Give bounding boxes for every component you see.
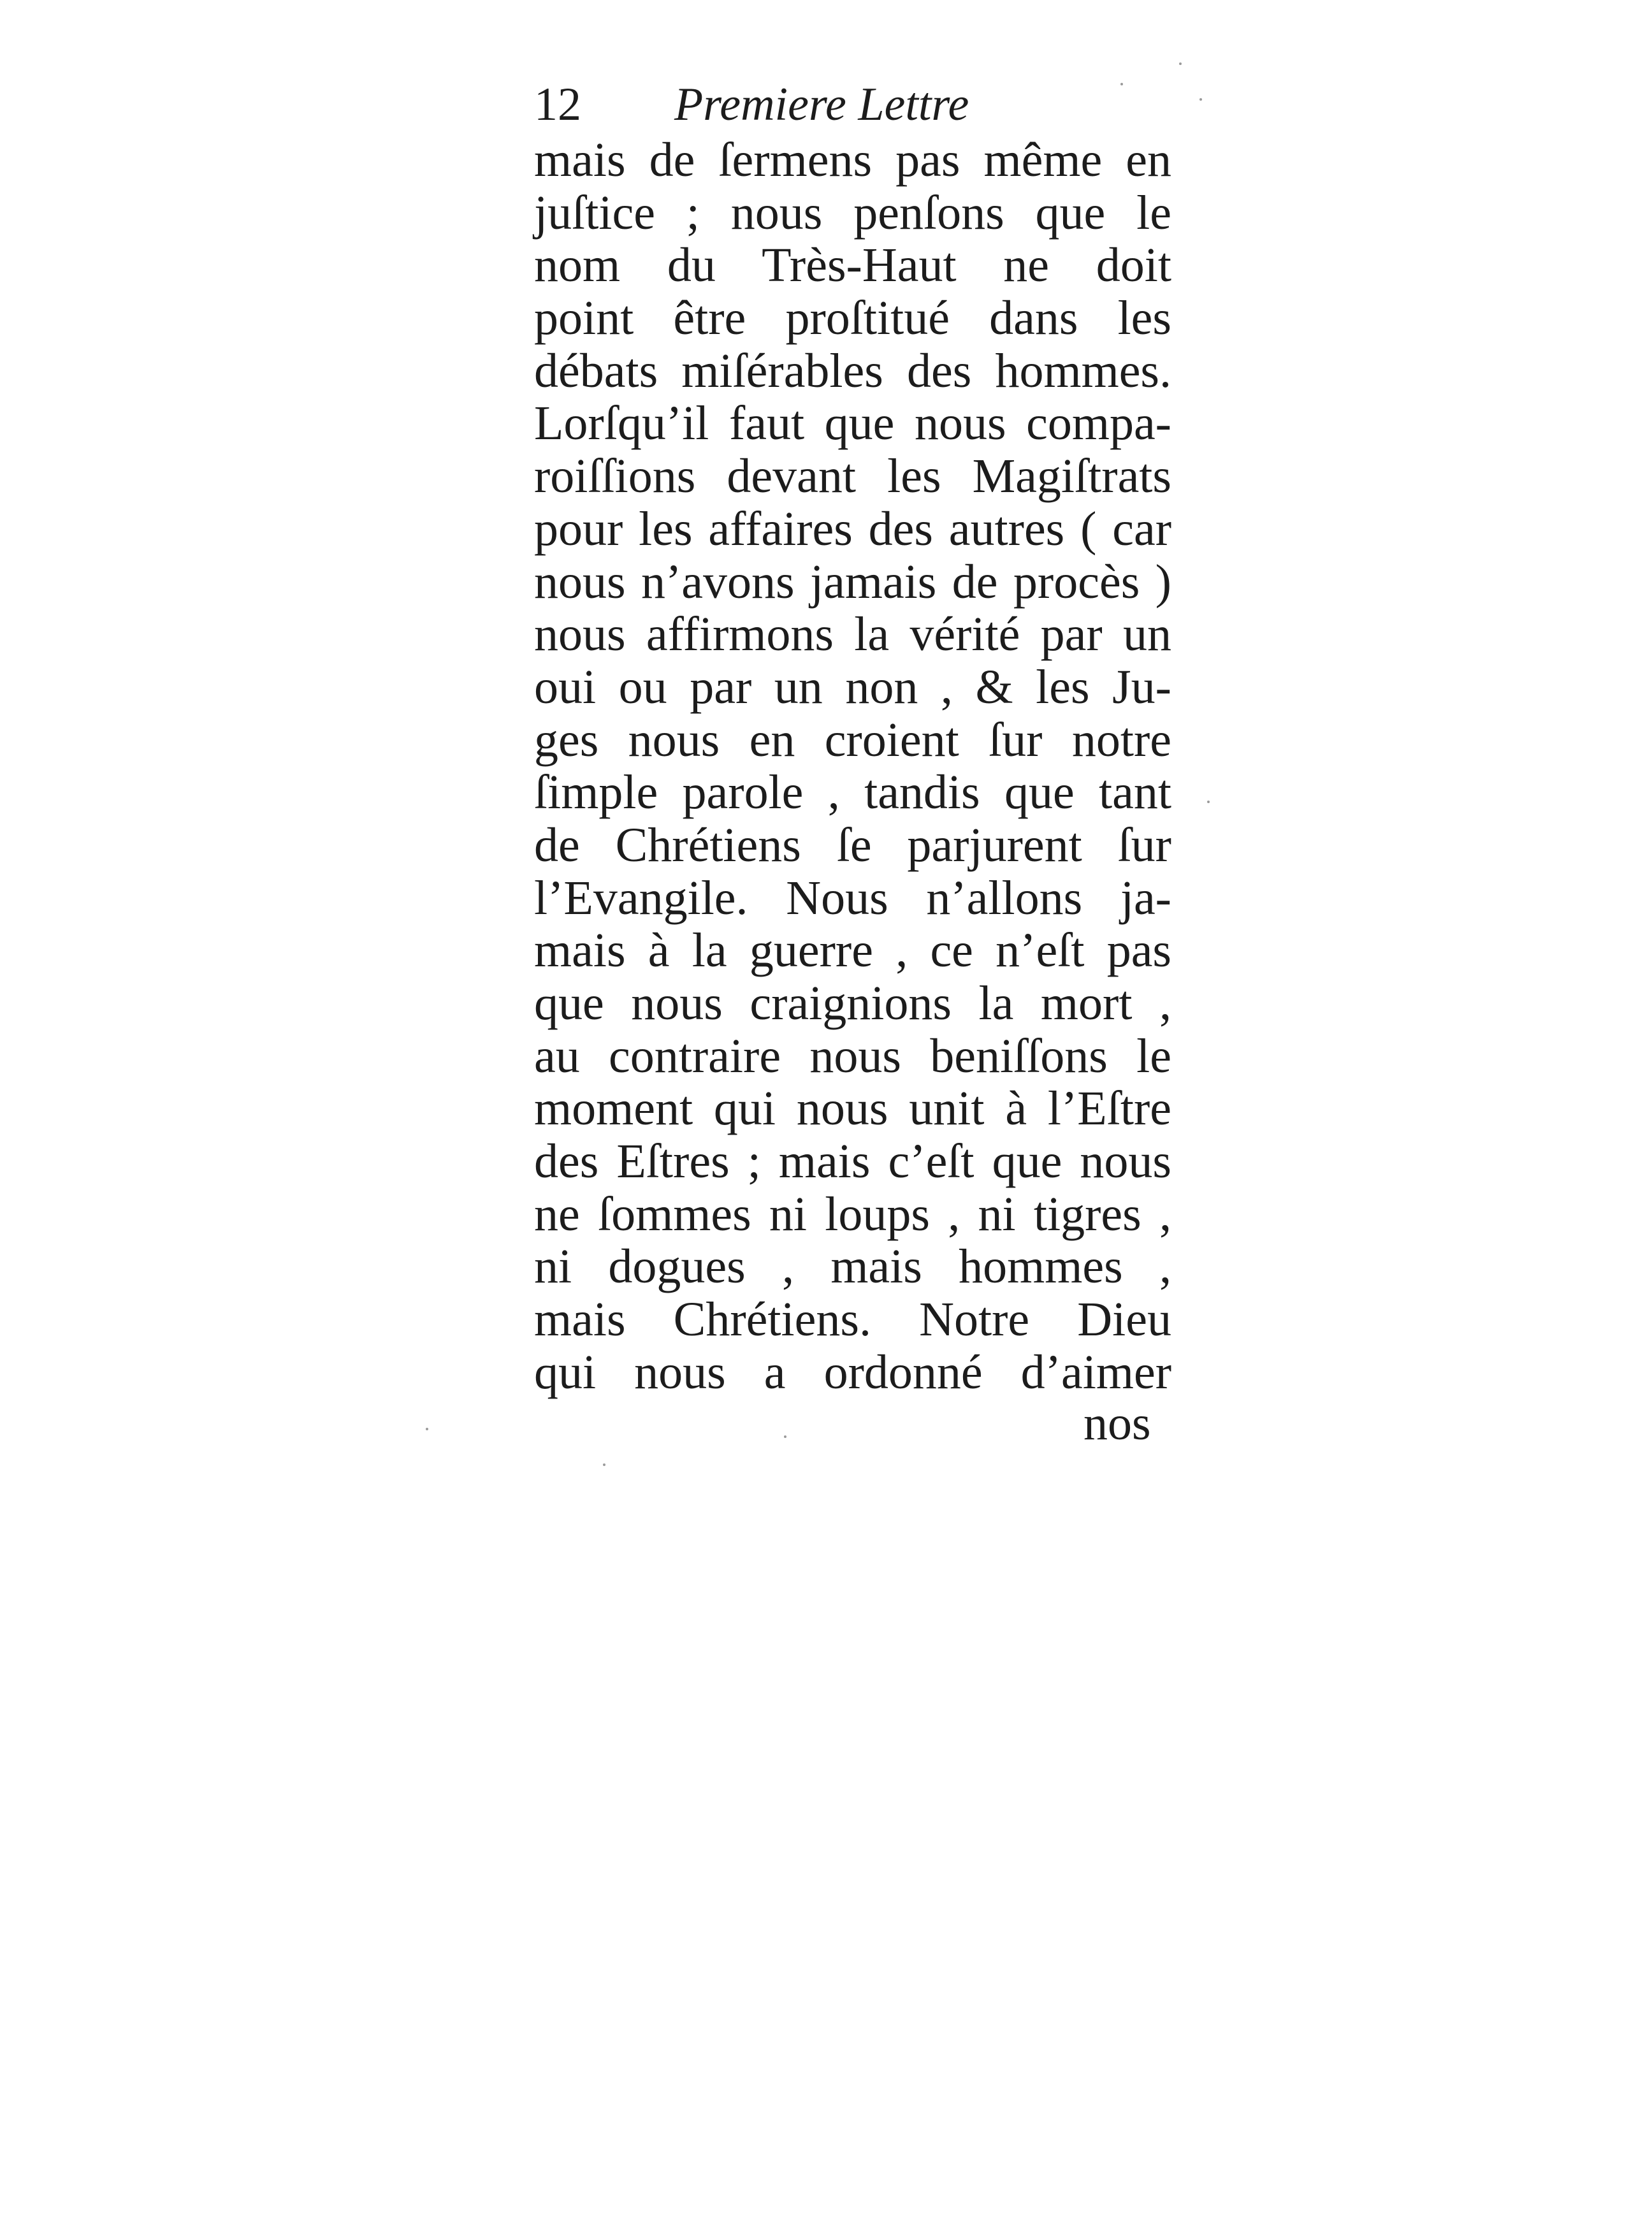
text-line: oui ou par un non , & les Ju- <box>534 660 1171 714</box>
text-line: Lorſqu’il faut que nous compa- <box>534 396 1171 451</box>
text-line: roiſſions devant les Magiſtrats <box>534 449 1171 504</box>
text-line: de Chrétiens ſe parjurent ſur <box>534 818 1171 872</box>
text-line: point être proſtitué dans les <box>534 291 1171 345</box>
text-line: nom du Très-Haut ne doit <box>534 238 1171 293</box>
paper-speck <box>1207 801 1210 803</box>
text-block <box>534 75 1171 1399</box>
running-head <box>534 75 1171 134</box>
paper-speck <box>1199 98 1202 101</box>
text-line: des Eſtres ; mais c’eſt que nous <box>534 1135 1171 1189</box>
text-line: ne ſommes ni loups , ni tigres , <box>534 1187 1171 1241</box>
text-line: débats miſérables des hommes. <box>534 344 1171 398</box>
text-line: mais à la guerre , ce n’eſt pas <box>534 924 1171 978</box>
page-number: 12 <box>534 78 581 131</box>
text-line: que nous craignions la mort , <box>534 976 1171 1030</box>
text-line: ges nous en croient ſur notre <box>534 713 1171 767</box>
text-line: mais Chrétiens. Notre Dieu <box>534 1293 1171 1347</box>
paper-speck <box>1179 62 1182 65</box>
text-line: qui nous a ordonné d’aimer <box>534 1345 1171 1399</box>
text-line: moment qui nous unit à l’Eſtre <box>534 1082 1171 1136</box>
paper-speck <box>426 1428 428 1430</box>
paper-speck <box>603 1463 605 1466</box>
text-line: nous affirmons la vérité par un <box>534 607 1171 662</box>
text-line: nous n’avons jamais de procès ) <box>534 555 1171 609</box>
paper-speck <box>784 1435 786 1438</box>
catchword: nos <box>1083 1397 1151 1450</box>
text-line: ni dogues , mais hommes , <box>534 1240 1171 1294</box>
text-line: pour les affaires des autres ( car <box>534 502 1171 556</box>
text-line: au contraire nous beniſſons le <box>534 1029 1171 1083</box>
text-line: juſtice ; nous penſons que le <box>534 185 1171 240</box>
text-line: ſimple parole , tandis que tant <box>534 766 1171 820</box>
text-line: mais de ſermens pas même en <box>534 133 1171 187</box>
running-title: Premiere Lettre <box>674 78 969 131</box>
text-line: l’Evangile. Nous n’allons ja- <box>534 871 1171 925</box>
paper-speck <box>1120 83 1123 85</box>
